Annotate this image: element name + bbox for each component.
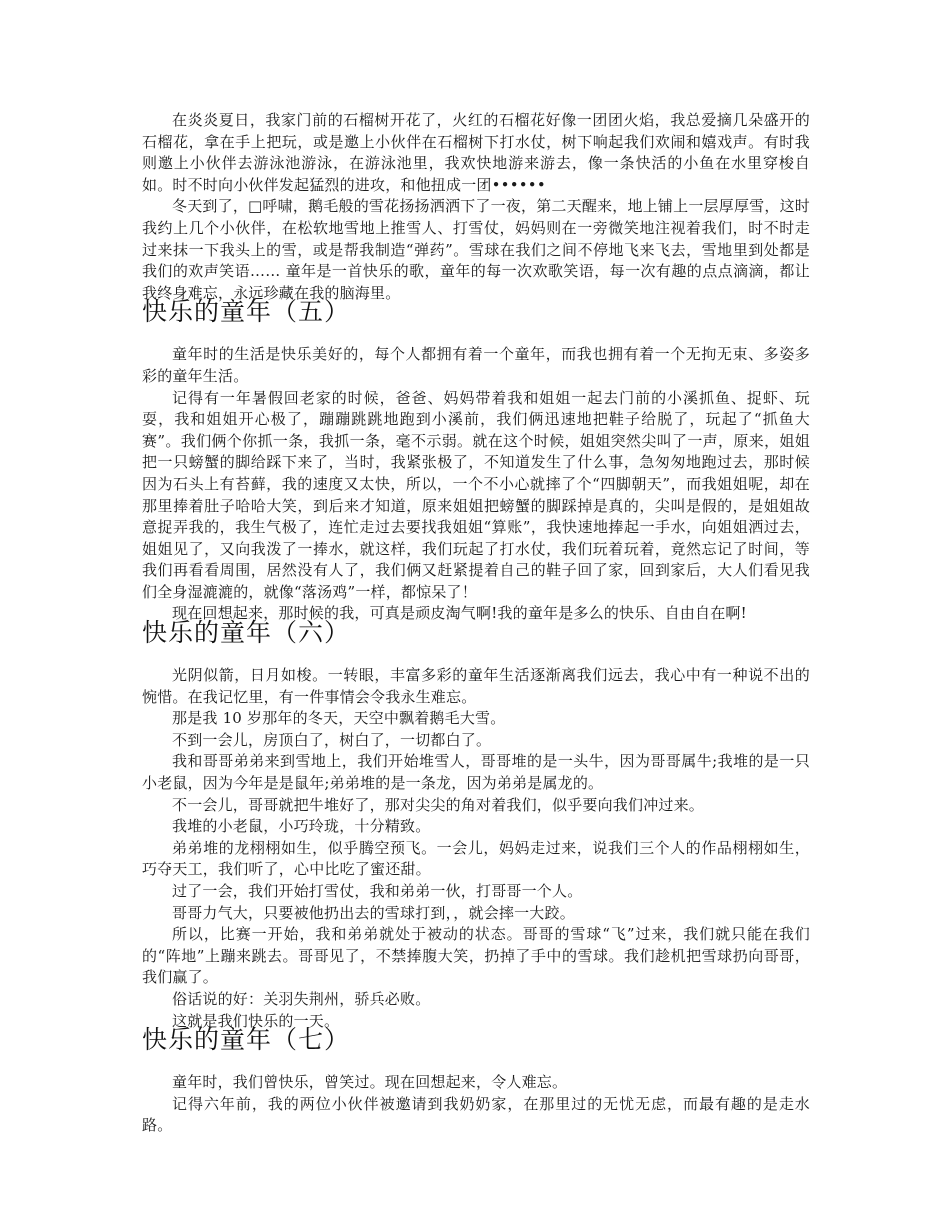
paragraph: 所以，比赛一开始，我和弟弟就处于被动的状态。哥哥的雪球“飞”过来，我们就只能在我们的“阵地”上蹦来跳去。哥哥见了，不禁捧腹大笑，扔掉了手中的雪球。我们趁机把雪球扔向哥哥，我们赢了。 <box>142 925 810 987</box>
section-7 <box>142 1023 810 1137</box>
paragraph: 不一会儿，哥哥就把牛堆好了，那对尖尖的角对着我们，似乎要向我们冲过来。 <box>172 795 705 814</box>
paragraph: 过了一会，我们开始打雪仗，我和弟弟一伙，打哥哥一个人。 <box>172 882 583 900</box>
section-6 <box>142 616 810 1032</box>
paragraph: 童年时，我们曾快乐，曾笑过。现在回想起来，令人难忘。 <box>172 1073 568 1092</box>
section-4-tail <box>142 110 810 304</box>
paragraph: 那是我 10 岁那年的冬天，天空中飘着鹅毛大雪。 <box>172 709 506 728</box>
section-title: 快乐的童年（七） <box>142 1025 351 1055</box>
paragraph: 童年时的生活是快乐美好的，每个人都拥有着一个童年，而我也拥有着一个无拘无束、多姿多彩的童年生活。 <box>142 345 810 385</box>
paragraph: 不到一会儿，房顶白了，树白了，一切都白了。 <box>172 730 492 749</box>
paragraph: 光阴似箭，日月如梭。一转眼，丰富多彩的童年生活逐渐离我们远去，我心中有一种说不出的惋惜。在我记忆里，有一件事情会令我永生难忘。 <box>142 666 810 706</box>
paragraph: 这就是我们快乐的一天。 <box>172 1011 340 1030</box>
section-5 <box>142 295 810 625</box>
paragraph: 哥哥力气大，只要被他扔出去的雪球打到，，就会摔一大跤。 <box>172 903 575 922</box>
paragraph: 现在回想起来，那时候的我，可真是顽皮淘气啊!我的童年是多么的快乐、自由自在啊! <box>172 604 747 623</box>
paragraph: 我堆的小老鼠，小巧玲珑，十分精致。 <box>172 817 431 836</box>
paragraph: 俗话说的好：关羽失荆州，骄兵必败。 <box>172 989 431 1008</box>
paragraph: 冬天到了，□呼啸，鹅毛般的雪花扬扬洒洒下了一夜，第二天醒来，地上铺上一层厚厚雪，这时我约上几个小伙伴，在松软地雪地上推雪人、打雪仗，妈妈则在一旁微笑地注视着我们，时不时走过来抹一下我头上的雪，或是帮我制造“弹药”。雪球在我们之间不停地飞来飞去，雪地里到处都是我们的欢声笑语…… 童年是一首快乐的歌，童年的每一次欢歌笑语，每一次有趣的点点滴滴，都让我终身难忘，永远珍藏在我的脑海里。 <box>142 197 810 302</box>
section-title: 快乐的童年（六） <box>142 618 351 648</box>
paragraph: 我和哥哥弟弟来到雪地上，我们开始堆雪人，哥哥堆的是一头牛，因为哥哥属牛;我堆的是一只小老鼠，因为今年是是鼠年;弟弟堆的是一条龙，因为弟弟是属龙的。 <box>142 752 810 793</box>
section-title: 快乐的童年（五） <box>142 297 351 327</box>
paragraph: 记得六年前，我的两位小伙伴被邀请到我奶奶家，在那里过的无忧无虑，而最有趣的是走水路。 <box>142 1094 810 1135</box>
paragraph: 弟弟堆的龙栩栩如生，似乎腾空预飞。一会儿，妈妈走过来，说我们三个人的作品栩栩如生，巧夺天工，我们听了，心中比吃了蜜还甜。 <box>142 838 810 879</box>
paragraph: 记得有一年暑假回老家的时候，爸爸、妈妈带着我和姐姐一起去门前的小溪抓鱼、捉虾、玩耍，我和姐姐开心极了，蹦蹦跳跳地跑到小溪前，我们俩迅速地把鞋子给脱了，玩起了“抓鱼大赛”。我们俩个你抓一条，我抓一条，毫不示弱。就在这个时候，姐姐突然尖叫了一声，原来，姐姐把一只螃蟹的脚给踩下来了，当时，我紧张极了，不知道发生了什么事，急匆匆地跑过去，那时候因为石头上有苔藓，我的速度又太快，所以，一个不小心就摔了个“四脚朝天”，而我姐姐呢，却在那里捧着肚子哈哈大笑，到后来才知道，原来姐姐把螃蟹的脚踩掉是真的，尖叫是假的，是姐姐故意捉弄我的，我生气极了，连忙走过去要找我姐姐“算账”，我快速地捧起一手水，向姐姐洒过去，姐姐见了，又向我泼了一捧水，就这样，我们玩起了打水仗，我们玩着玩着，竟然忘记了时间，等我们再看看周围，居然没有人了，我们俩又赶紧提着自己的鞋子回了家，回到家后，大人们看见我们全身湿漉漉的，就像“落汤鸡”一样，都惊呆了！ <box>142 388 810 601</box>
document-page <box>142 110 810 1137</box>
paragraph: 在炎炎夏日，我家门前的石榴树开花了，火红的石榴花好像一团团火焰，我总爱摘几朵盛开的石榴花，拿在手上把玩，或是邀上小伙伴在石榴树下打水仗，树下响起我们欢闹和嬉戏声。有时我则邀上小伙伴去游泳池游泳，在游泳池里，我欢快地游来游去，像一条快活的小鱼在水里穿梭自如。时不时向小伙伴发起猛烈的进攻，和他扭成一团•••••• <box>142 111 810 194</box>
